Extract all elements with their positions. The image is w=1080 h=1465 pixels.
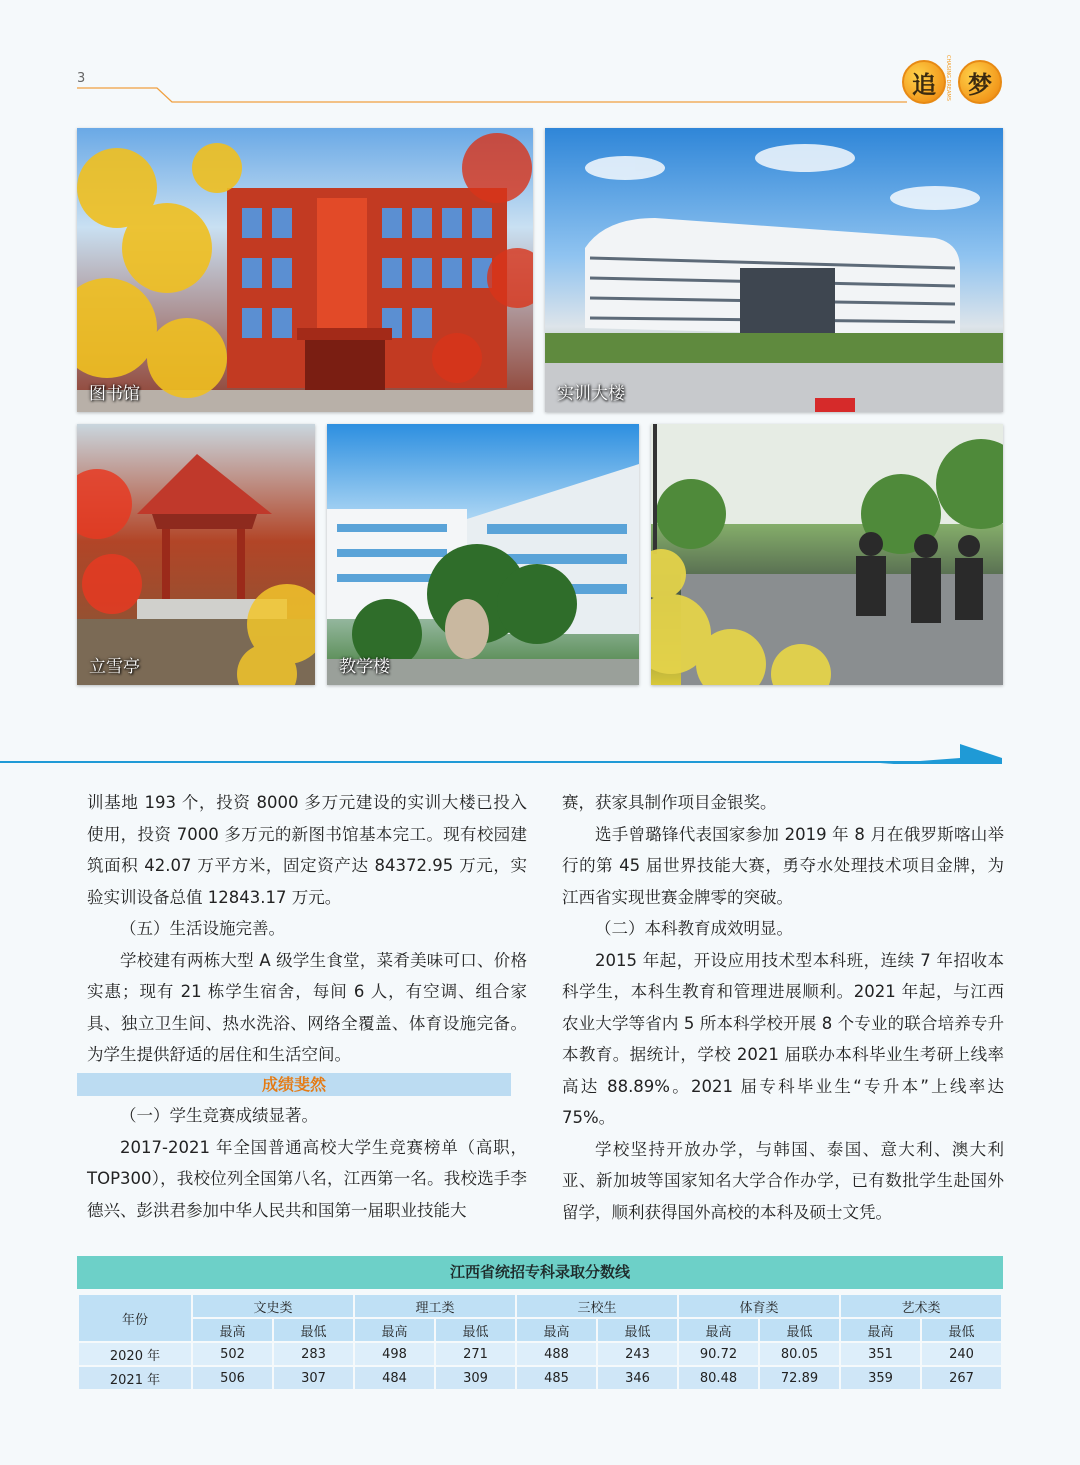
left-paragraph-competition: 2017-2021 年全国普通高校大学生竞赛榜单（高职，TOP300），我校位列全国第八名，江西第一名。我校选手李德兴、彭洪君参加中华人民共和国第一届职业技能大	[87, 1137, 527, 1220]
caption-training-building: 实训大楼	[557, 384, 625, 404]
year-cell: 2021 年	[78, 1366, 192, 1390]
caption-teaching-building: 教学楼	[339, 657, 390, 677]
score-cell: 80.05	[759, 1342, 840, 1366]
low-header: 最低	[921, 1318, 1002, 1342]
page-number: 3	[77, 71, 86, 86]
photo-training-building	[545, 128, 1003, 412]
admission-score-table	[77, 1256, 1003, 1391]
left-heading-competition: （一）学生竞赛成绩显著。	[120, 1106, 318, 1125]
pavilion-illustration	[77, 424, 315, 685]
students-illustration	[651, 424, 1003, 685]
right-paragraph-award: 赛，获家具制作项目金银奖。	[562, 793, 777, 812]
table-row	[78, 1366, 1002, 1390]
category-header: 艺术类	[840, 1294, 1002, 1318]
photo-library	[77, 128, 533, 412]
low-header: 最低	[597, 1318, 678, 1342]
brand-char-meng: 梦	[958, 60, 1002, 104]
right-paragraph-international: 学校坚持开放办学，与韩国、泰国、意大利、澳大利亚、新加坡等国家知名大学合作办学，已有数批学生赴国外留学，顺利获得国外高校的本科及硕士文凭。	[562, 1139, 1004, 1222]
category-header: 体育类	[678, 1294, 840, 1318]
high-header: 最高	[354, 1318, 435, 1342]
high-header: 最高	[192, 1318, 273, 1342]
score-cell: 502	[192, 1342, 273, 1366]
teaching-building-illustration	[327, 424, 639, 685]
section-divider-arrow	[0, 740, 1010, 770]
high-header: 最高	[516, 1318, 597, 1342]
score-cell: 243	[597, 1342, 678, 1366]
right-paragraph-worldskills: 选手曾璐锋代表国家参加 2019 年 8 月在俄罗斯喀山举行的第 45 届世界技能大赛，勇夺水处理技术项目金牌，为江西省实现世赛金牌零的突破。	[562, 824, 1004, 907]
right-heading-undergrad: （二）本科教育成效明显。	[595, 919, 793, 938]
score-cell: 271	[435, 1342, 516, 1366]
left-paragraph-living: 学校建有两栋大型 A 级学生食堂，菜肴美味可口、价格实惠；现有 21 栋学生宿舍，每间 6 人，有空调、组合家具、独立卫生间、热水洗浴、网络全覆盖、体育设施完备。为学生提供舒适的居住和生活空间。	[87, 950, 527, 1064]
table-row	[78, 1342, 1002, 1366]
header-rule	[77, 86, 907, 106]
score-cell: 90.72	[678, 1342, 759, 1366]
caption-library: 图书馆	[89, 384, 140, 404]
score-cell: 80.48	[678, 1366, 759, 1390]
left-column	[87, 787, 527, 1071]
category-header: 三校生	[516, 1294, 678, 1318]
score-cell: 346	[597, 1366, 678, 1390]
year-header: 年份	[78, 1294, 192, 1342]
score-cell: 351	[840, 1342, 921, 1366]
left-heading-living: （五）生活设施完善。	[120, 919, 285, 938]
score-cell: 498	[354, 1342, 435, 1366]
photo-teaching-building	[327, 424, 639, 685]
high-header: 最高	[678, 1318, 759, 1342]
score-cell: 506	[192, 1366, 273, 1390]
library-illustration	[77, 128, 533, 412]
score-cell: 72.89	[759, 1366, 840, 1390]
score-cell: 283	[273, 1342, 354, 1366]
right-paragraph-undergrad: 2015 年起，开设应用技术型本科班，连续 7 年招收本科学生，本科生教育和管理进展顺利。2021 年起，与江西农业大学等省内 5 所本科学校开展 8 个专业的联合培养专升本教育。据统计，学校 2021 届联办本科毕业生考研上线率高达 88.89%。2021 届专科毕业生“专升本”上线率达 75%。	[562, 950, 1004, 1127]
high-header: 最高	[840, 1318, 921, 1342]
left-column-lower	[87, 1100, 527, 1226]
right-column	[562, 787, 1004, 1228]
photo-students-walking	[651, 424, 1003, 685]
score-cell: 240	[921, 1342, 1002, 1366]
brand-char-zhui: 追	[902, 60, 946, 104]
category-header: 文史类	[192, 1294, 354, 1318]
score-cell: 485	[516, 1366, 597, 1390]
table-title: 江西省统招专科录取分数线	[77, 1256, 1003, 1289]
score-cell: 484	[354, 1366, 435, 1390]
score-cell: 309	[435, 1366, 516, 1390]
brand-logo	[900, 58, 1010, 108]
photo-pavilion	[77, 424, 315, 685]
score-cell: 267	[921, 1366, 1002, 1390]
category-header: 理工类	[354, 1294, 516, 1318]
training-building-illustration	[545, 128, 1003, 412]
low-header: 最低	[435, 1318, 516, 1342]
brand-side-text: CHASING DREAMS	[945, 55, 951, 101]
score-table	[77, 1293, 1003, 1391]
caption-pavilion: 立雪亭	[89, 657, 140, 677]
low-header: 最低	[759, 1318, 840, 1342]
score-cell: 359	[840, 1366, 921, 1390]
score-cell: 488	[516, 1342, 597, 1366]
section-title-achievements: 成绩斐然	[77, 1073, 511, 1096]
year-cell: 2020 年	[78, 1342, 192, 1366]
score-cell: 307	[273, 1366, 354, 1390]
left-paragraph-facilities: 训基地 193 个，投资 8000 多万元建设的实训大楼已投入使用，投资 7000 多万元的新图书馆基本完工。现有校园建筑面积 42.07 万平方米，固定资产达 84372.95 万元，实验实训设备总值 12843.17 万元。	[87, 793, 527, 907]
low-header: 最低	[273, 1318, 354, 1342]
